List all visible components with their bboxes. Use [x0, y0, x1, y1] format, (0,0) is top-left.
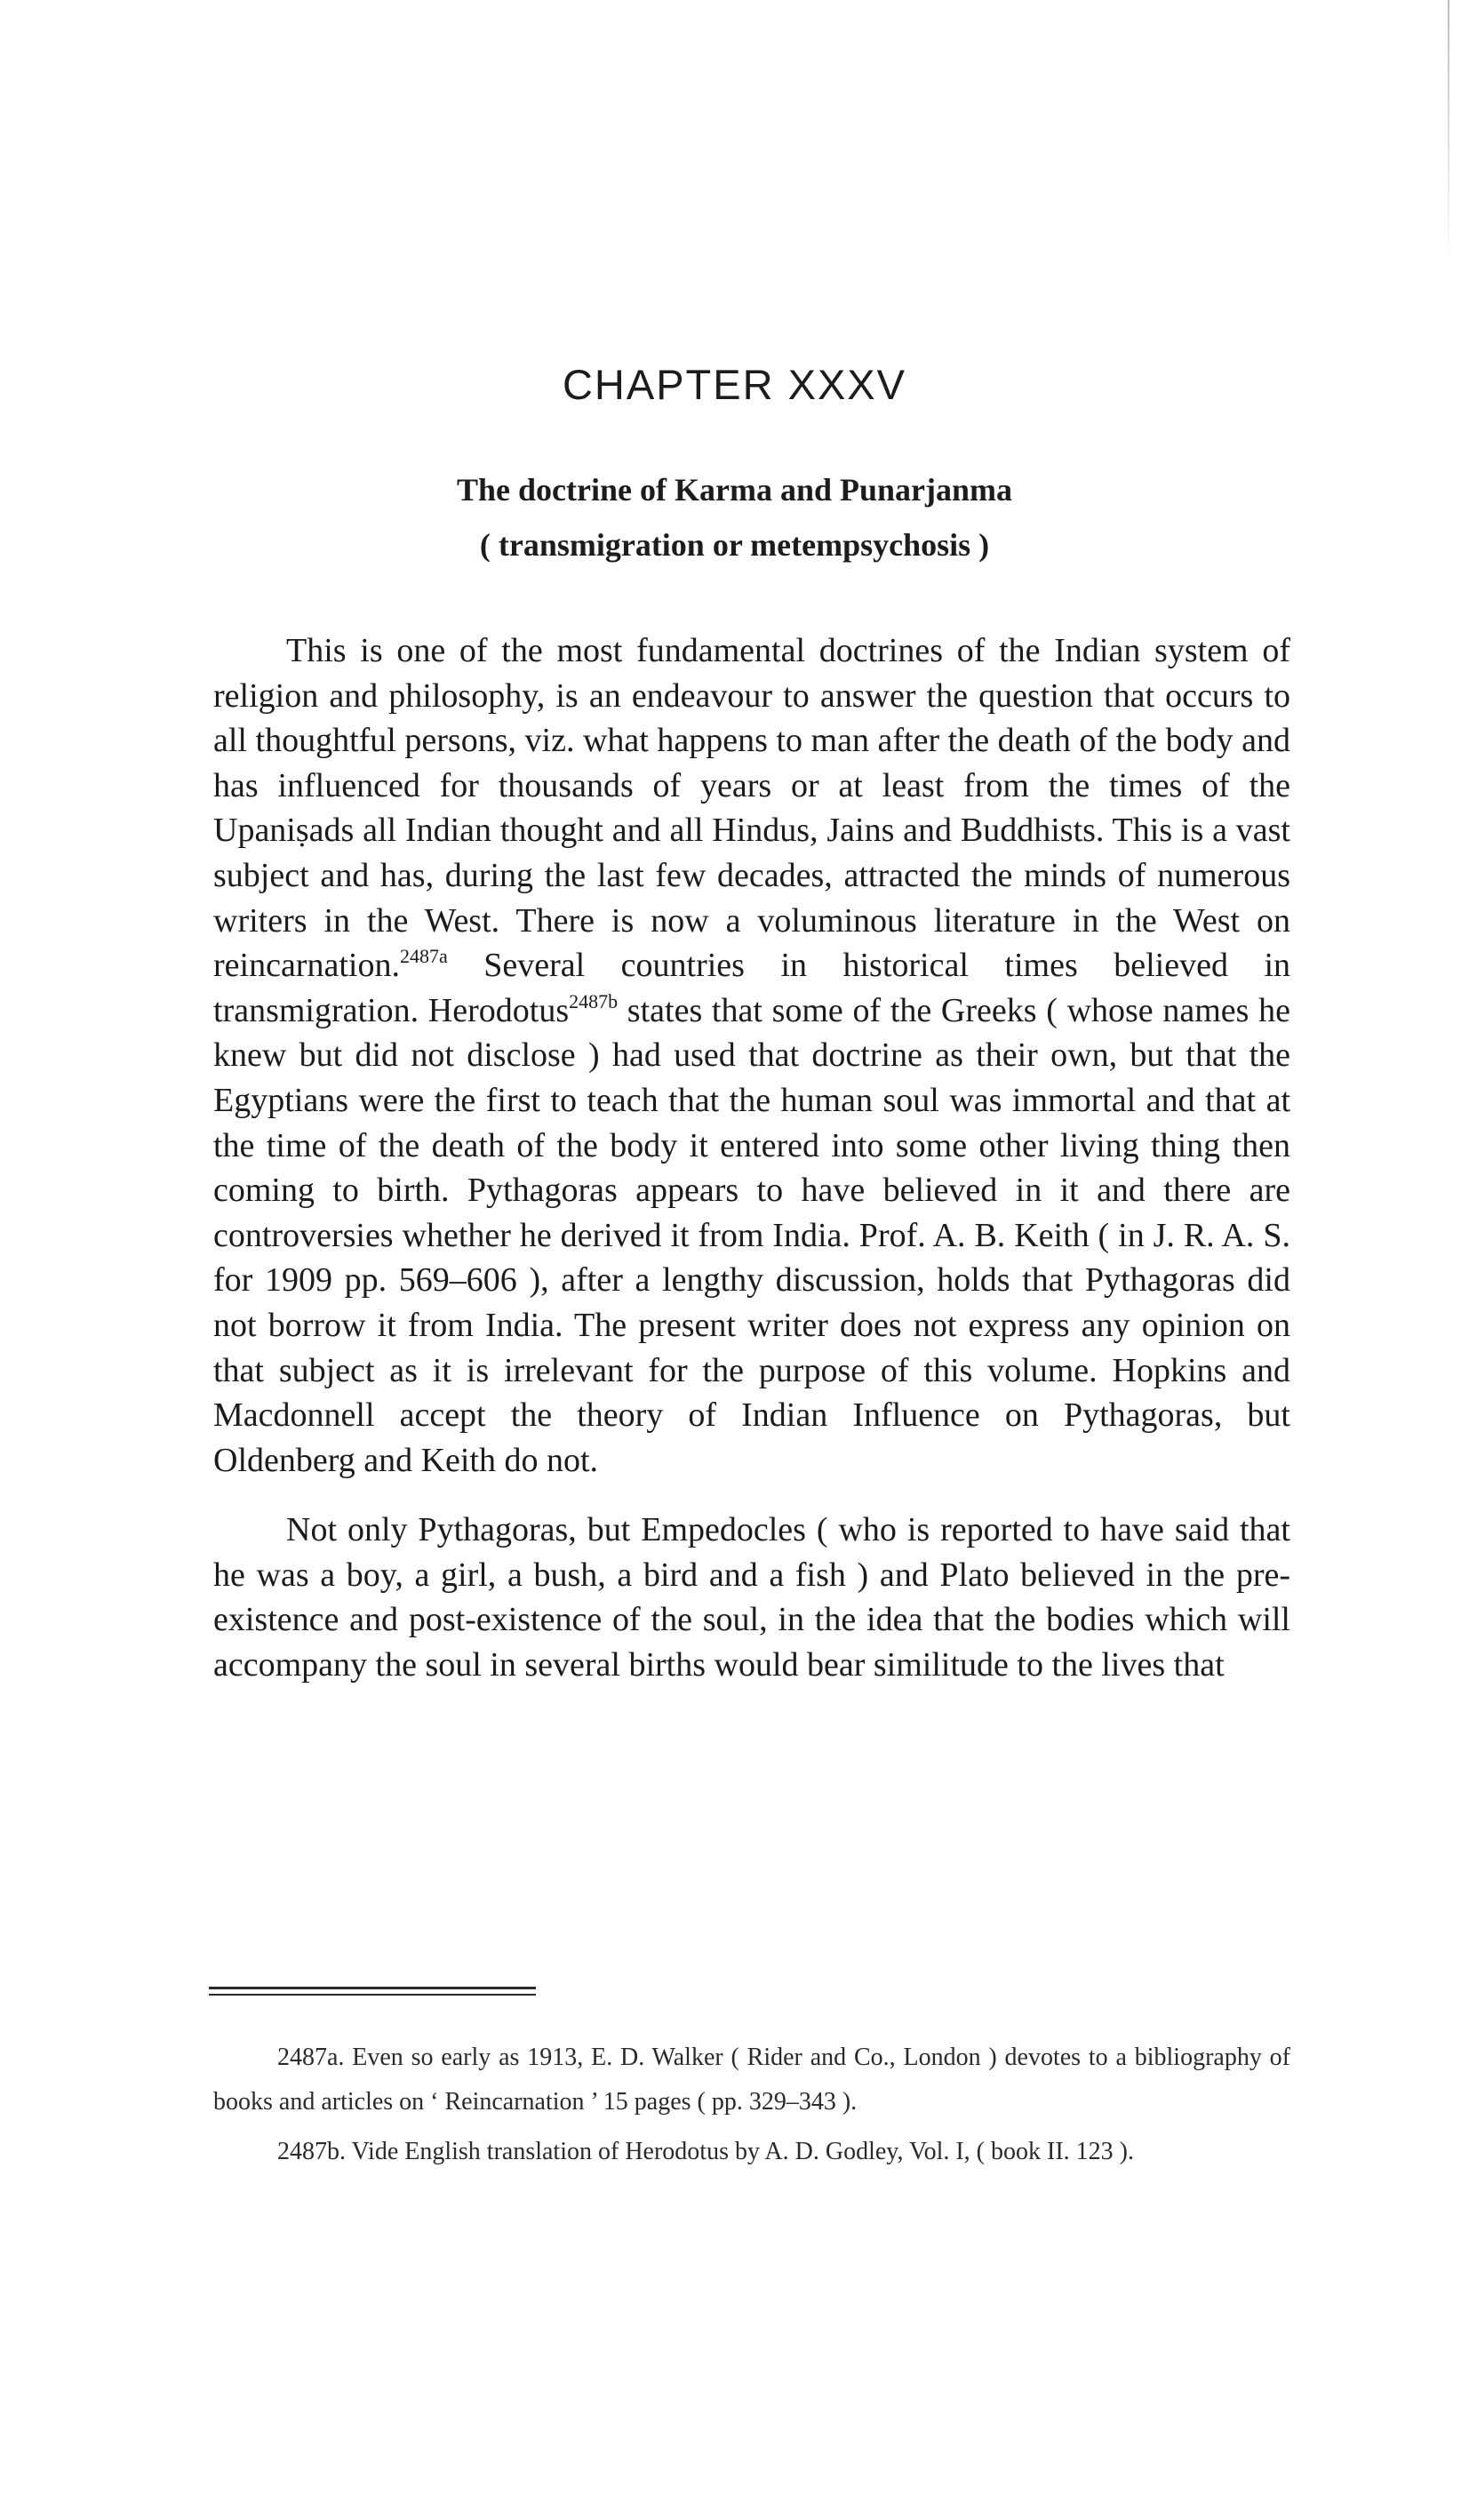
- footnotes: [213, 2036, 1290, 2174]
- chapter-subtitle: The doctrine of Karma and Punarjanma: [457, 472, 1012, 508]
- footnote-divider-secondary: [209, 1994, 536, 1996]
- footnote-divider: [209, 1987, 536, 1989]
- body-text: [213, 628, 1290, 1688]
- footnote-ref-2487b: 2487b: [569, 989, 619, 1012]
- footnote-ref-2487a: 2487a: [399, 945, 448, 968]
- paragraph-1-text-a: This is one of the most fundamental doctrines of the Indian system of religion and philosophy, is an endeavour to answer the question that occurs to all thoughtful persons, viz. what happens to man after the death of the body and has influenced for thousands of years or at least from the times of the Upaniṣads all Indian thought and all Hindus, Jains and Buddhists. This is a vast subject and has, during the last few decades, attracted the minds of numerous writers in the West. There is now a voluminous literature in the West on reincarnation.: [213, 632, 1290, 985]
- page-edge-shadow: [1448, 0, 1449, 267]
- chapter-subtitle-parenthetical: ( transmigration or metempsychosis ): [479, 527, 990, 563]
- footnote-2487a: 2487a. Even so early as 1913, E. D. Walker ( Rider and Co., London ) devotes to a bibliography of books and articles on ‘ Reincarnation ’ 15 pages ( pp. 329–343 ).: [213, 2044, 1290, 2116]
- footnote-2487b: 2487b. Vide English translation of Herodotus by A. D. Godley, Vol. I, ( book II. 123 ).: [277, 2138, 1134, 2165]
- paragraph-1-text-b: Several countries in historical times believed in transmigration. Herodotus: [213, 947, 1290, 1029]
- paragraph-1-text-c: states that some of the Greeks ( whose names he knew but did not disclose ) had used that doctrine as their own, but that the Egyptians were the first to teach that the human soul was immortal and that at the time of the death of the body it entered into some other living thing then coming to birth. Pythagoras appears to have believed in it and there are controversies whether he derived it from India. Prof. A. B. Keith ( in J. R. A. S. for 1909 pp. 569–606 ), after a lengthy discussion, holds that Pythagoras did not borrow it from India. The present writer does not express any opinion on that subject as it is irrelevant for the purpose of this volume. Hopkins and Macdonnell accept the theory of Indian Influence on Pythagoras, but Oldenberg and Keith do not.: [213, 991, 1290, 1479]
- paragraph-1: [213, 628, 1290, 1483]
- chapter-heading: CHAPTER XXXV: [562, 361, 907, 408]
- paragraph-2: Not only Pythagoras, but Empedocles ( who is reported to have said that he was a boy, a girl, a bush, a bird and a fish ) and Plato believed in the pre-existence and post-existence of the soul, in the idea that the bodies which will accompany the soul in several births would bear similitude to the lives that: [213, 1511, 1290, 1684]
